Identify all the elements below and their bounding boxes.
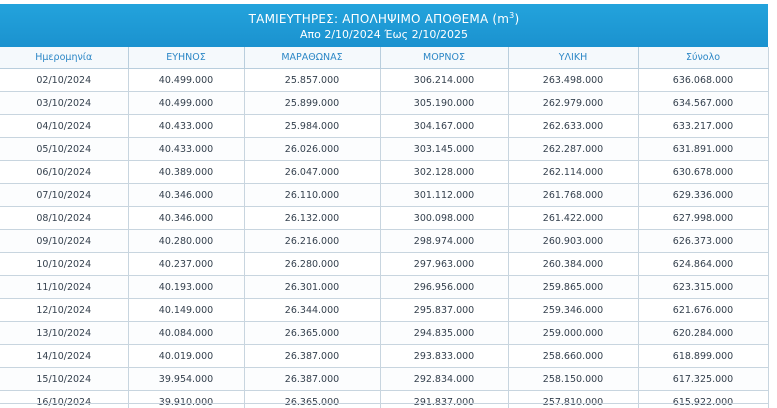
title-superscript: 3 (509, 11, 515, 20)
title-text: ΤΑΜΙΕΥΤΗΡΕΣ: ΑΠΟΛΗΨΙΜΟ ΑΠΟΘΕΜΑ (m (248, 12, 510, 26)
total-cell: 621.676.000 (638, 299, 768, 322)
mornos-cell: 305.190.000 (380, 92, 508, 115)
title-banner (0, 4, 768, 47)
reservoir-table (0, 47, 769, 408)
total-cell: 627.998.000 (638, 207, 768, 230)
mornos-cell: 301.112.000 (380, 184, 508, 207)
mornos-cell: 296.956.000 (380, 276, 508, 299)
table-row (0, 92, 768, 115)
evinos-cell: 40.193.000 (128, 276, 244, 299)
total-cell: 636.068.000 (638, 69, 768, 92)
marathonas-cell: 25.984.000 (244, 115, 380, 138)
marathonas-cell: 25.857.000 (244, 69, 380, 92)
page-title (0, 12, 768, 27)
date-cell: 09/10/2024 (0, 230, 128, 253)
date-cell: 15/10/2024 (0, 368, 128, 391)
mornos-cell: 302.128.000 (380, 161, 508, 184)
marathonas-column-header: ΜΑΡΑΘΩΝΑΣ (244, 47, 380, 69)
evinos-cell: 39.910.000 (128, 391, 244, 408)
total-cell: 633.217.000 (638, 115, 768, 138)
mornos-column-header: ΜΟΡΝΟΣ (380, 47, 508, 69)
mornos-cell: 306.214.000 (380, 69, 508, 92)
table-row (0, 299, 768, 322)
date-cell: 08/10/2024 (0, 207, 128, 230)
date-cell: 03/10/2024 (0, 92, 128, 115)
mornos-cell: 294.835.000 (380, 322, 508, 345)
date-cell: 02/10/2024 (0, 69, 128, 92)
yliki-cell: 261.422.000 (508, 207, 638, 230)
marathonas-cell: 26.301.000 (244, 276, 380, 299)
yliki-cell: 260.384.000 (508, 253, 638, 276)
date-cell: 12/10/2024 (0, 299, 128, 322)
table-row (0, 276, 768, 299)
yliki-cell: 258.660.000 (508, 345, 638, 368)
evinos-cell: 40.019.000 (128, 345, 244, 368)
yliki-cell: 262.633.000 (508, 115, 638, 138)
table-row (0, 69, 768, 92)
total-cell: 631.891.000 (638, 138, 768, 161)
mornos-cell: 298.974.000 (380, 230, 508, 253)
evinos-cell: 40.280.000 (128, 230, 244, 253)
mornos-cell: 295.837.000 (380, 299, 508, 322)
table-row (0, 345, 768, 368)
total-cell: 623.315.000 (638, 276, 768, 299)
total-cell: 624.864.000 (638, 253, 768, 276)
marathonas-cell: 26.026.000 (244, 138, 380, 161)
yliki-cell: 260.903.000 (508, 230, 638, 253)
marathonas-cell: 26.110.000 (244, 184, 380, 207)
total-cell: 629.336.000 (638, 184, 768, 207)
yliki-cell: 262.979.000 (508, 92, 638, 115)
total-cell: 617.325.000 (638, 368, 768, 391)
table-row (0, 184, 768, 207)
table-row (0, 322, 768, 345)
table-row (0, 207, 768, 230)
table-body (0, 69, 768, 408)
yliki-cell: 259.346.000 (508, 299, 638, 322)
mornos-cell: 300.098.000 (380, 207, 508, 230)
table-continuation-edge (0, 403, 768, 408)
evinos-cell: 40.389.000 (128, 161, 244, 184)
total-cell: 615.922.000 (638, 391, 768, 408)
yliki-column-header: ΥΛΙΚΗ (508, 47, 638, 69)
title-closing: ) (514, 12, 520, 26)
evinos-cell: 40.499.000 (128, 92, 244, 115)
mornos-cell: 293.833.000 (380, 345, 508, 368)
date-cell: 16/10/2024 (0, 391, 128, 408)
date-cell: 14/10/2024 (0, 345, 128, 368)
yliki-cell: 263.498.000 (508, 69, 638, 92)
total-cell: 620.284.000 (638, 322, 768, 345)
evinos-cell: 40.433.000 (128, 115, 244, 138)
total-cell: 618.899.000 (638, 345, 768, 368)
date-cell: 13/10/2024 (0, 322, 128, 345)
marathonas-cell: 26.387.000 (244, 368, 380, 391)
evinos-cell: 40.237.000 (128, 253, 244, 276)
mornos-cell: 292.834.000 (380, 368, 508, 391)
yliki-cell: 257.810.000 (508, 391, 638, 408)
marathonas-cell: 26.365.000 (244, 391, 380, 408)
yliki-cell: 259.865.000 (508, 276, 638, 299)
header-row (0, 47, 768, 69)
mornos-cell: 303.145.000 (380, 138, 508, 161)
evinos-cell: 40.433.000 (128, 138, 244, 161)
table-row (0, 253, 768, 276)
table-header (0, 47, 768, 69)
evinos-cell: 40.149.000 (128, 299, 244, 322)
marathonas-cell: 26.387.000 (244, 345, 380, 368)
yliki-cell: 258.150.000 (508, 368, 638, 391)
yliki-cell: 262.287.000 (508, 138, 638, 161)
evinos-cell: 40.084.000 (128, 322, 244, 345)
evinos-cell: 40.499.000 (128, 69, 244, 92)
table-row (0, 230, 768, 253)
marathonas-cell: 26.216.000 (244, 230, 380, 253)
yliki-cell: 262.114.000 (508, 161, 638, 184)
evinos-cell: 40.346.000 (128, 184, 244, 207)
table-row (0, 161, 768, 184)
date-column-header: Ημερομηνία (0, 47, 128, 69)
date-cell: 06/10/2024 (0, 161, 128, 184)
date-cell: 11/10/2024 (0, 276, 128, 299)
marathonas-cell: 26.132.000 (244, 207, 380, 230)
evinos-cell: 40.346.000 (128, 207, 244, 230)
evinos-cell: 39.954.000 (128, 368, 244, 391)
total-column-header: Σύνολο (638, 47, 768, 69)
marathonas-cell: 26.047.000 (244, 161, 380, 184)
table-row (0, 368, 768, 391)
mornos-cell: 297.963.000 (380, 253, 508, 276)
mornos-cell: 304.167.000 (380, 115, 508, 138)
marathonas-cell: 26.365.000 (244, 322, 380, 345)
yliki-cell: 259.000.000 (508, 322, 638, 345)
date-cell: 10/10/2024 (0, 253, 128, 276)
date-cell: 05/10/2024 (0, 138, 128, 161)
date-range-subtitle: Απο 2/10/2024 Έως 2/10/2025 (299, 28, 469, 41)
date-cell: 07/10/2024 (0, 184, 128, 207)
marathonas-cell: 26.280.000 (244, 253, 380, 276)
table-row (0, 138, 768, 161)
marathonas-cell: 25.899.000 (244, 92, 380, 115)
total-cell: 626.373.000 (638, 230, 768, 253)
mornos-cell: 291.837.000 (380, 391, 508, 408)
total-cell: 634.567.000 (638, 92, 768, 115)
yliki-cell: 261.768.000 (508, 184, 638, 207)
table-row (0, 115, 768, 138)
marathonas-cell: 26.344.000 (244, 299, 380, 322)
evinos-column-header: ΕΥΗΝΟΣ (128, 47, 244, 69)
date-cell: 04/10/2024 (0, 115, 128, 138)
total-cell: 630.678.000 (638, 161, 768, 184)
